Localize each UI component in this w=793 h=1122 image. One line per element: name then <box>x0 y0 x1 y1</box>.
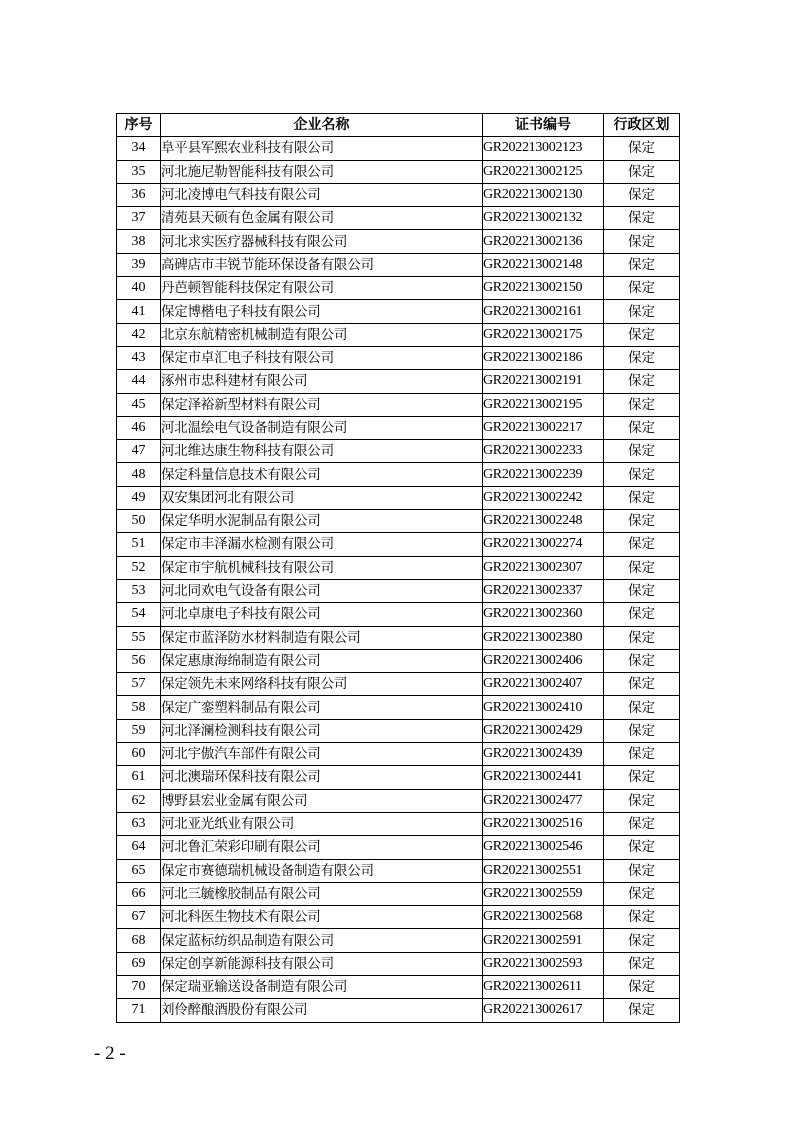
cell-seq: 54 <box>117 603 161 626</box>
cell-seq: 35 <box>117 160 161 183</box>
cell-seq: 34 <box>117 137 161 160</box>
cell-seq: 66 <box>117 882 161 905</box>
table-row <box>117 906 680 929</box>
cell-enterprise-name: 博野县宏业金属有限公司 <box>161 789 483 812</box>
cell-certificate-number: GR202213002148 <box>483 253 604 276</box>
cell-enterprise-name: 保定市赛德瑞机械设备制造有限公司 <box>161 859 483 882</box>
cell-seq: 71 <box>117 999 161 1022</box>
cell-certificate-number: GR202213002611 <box>483 975 604 998</box>
table-row <box>117 836 680 859</box>
cell-region: 保定 <box>604 649 680 672</box>
cell-seq: 51 <box>117 533 161 556</box>
cell-enterprise-name: 河北亚光纸业有限公司 <box>161 812 483 835</box>
cell-seq: 68 <box>117 929 161 952</box>
cell-certificate-number: GR202213002130 <box>483 183 604 206</box>
table-row <box>117 579 680 602</box>
cell-region: 保定 <box>604 579 680 602</box>
cell-region: 保定 <box>604 253 680 276</box>
cell-enterprise-name: 涿州市忠科建材有限公司 <box>161 370 483 393</box>
cell-seq: 65 <box>117 859 161 882</box>
cell-certificate-number: GR202213002360 <box>483 603 604 626</box>
cell-certificate-number: GR202213002136 <box>483 230 604 253</box>
cell-enterprise-name: 河北施尼勒智能科技有限公司 <box>161 160 483 183</box>
table-row <box>117 160 680 183</box>
cell-enterprise-name: 保定领先未来网络科技有限公司 <box>161 673 483 696</box>
cell-certificate-number: GR202213002407 <box>483 673 604 696</box>
cell-seq: 40 <box>117 277 161 300</box>
table-row <box>117 673 680 696</box>
table-row <box>117 346 680 369</box>
cell-seq: 67 <box>117 906 161 929</box>
table-row <box>117 533 680 556</box>
cell-enterprise-name: 保定市蓝泽防水材料制造有限公司 <box>161 626 483 649</box>
cell-enterprise-name: 高碑店市丰锐节能环保设备有限公司 <box>161 253 483 276</box>
table-body <box>117 137 680 1022</box>
cell-region: 保定 <box>604 999 680 1022</box>
cell-enterprise-name: 保定创享新能源科技有限公司 <box>161 952 483 975</box>
cell-certificate-number: GR202213002274 <box>483 533 604 556</box>
cell-region: 保定 <box>604 603 680 626</box>
cell-certificate-number: GR202213002195 <box>483 393 604 416</box>
cell-region: 保定 <box>604 626 680 649</box>
cell-seq: 46 <box>117 416 161 439</box>
cell-certificate-number: GR202213002186 <box>483 346 604 369</box>
cell-seq: 60 <box>117 743 161 766</box>
cell-certificate-number: GR202213002593 <box>483 952 604 975</box>
cell-certificate-number: GR202213002132 <box>483 207 604 230</box>
cell-enterprise-name: 河北求实医疗器械科技有限公司 <box>161 230 483 253</box>
table-row <box>117 649 680 672</box>
table-row <box>117 137 680 160</box>
header-seq: 序号 <box>117 114 161 137</box>
cell-enterprise-name: 保定泽裕新型材料有限公司 <box>161 393 483 416</box>
cell-enterprise-name: 河北科医生物技术有限公司 <box>161 906 483 929</box>
table-row <box>117 626 680 649</box>
cell-certificate-number: GR202213002441 <box>483 766 604 789</box>
cell-certificate-number: GR202213002239 <box>483 463 604 486</box>
cell-seq: 61 <box>117 766 161 789</box>
cell-enterprise-name: 河北三毓橡胶制品有限公司 <box>161 882 483 905</box>
cell-seq: 63 <box>117 812 161 835</box>
cell-certificate-number: GR202213002123 <box>483 137 604 160</box>
cell-region: 保定 <box>604 323 680 346</box>
table-row <box>117 952 680 975</box>
cell-enterprise-name: 河北卓康电子科技有限公司 <box>161 603 483 626</box>
cell-enterprise-name: 北京东航精密机械制造有限公司 <box>161 323 483 346</box>
page-number: - 2 - <box>94 1043 126 1064</box>
table-row <box>117 999 680 1022</box>
cell-enterprise-name: 刘伶醉酿酒股份有限公司 <box>161 999 483 1022</box>
cell-seq: 45 <box>117 393 161 416</box>
cell-certificate-number: GR202213002477 <box>483 789 604 812</box>
cell-region: 保定 <box>604 463 680 486</box>
cell-seq: 69 <box>117 952 161 975</box>
header-name: 企业名称 <box>161 114 483 137</box>
cell-seq: 39 <box>117 253 161 276</box>
table-row <box>117 696 680 719</box>
enterprise-table <box>116 113 680 1023</box>
cell-enterprise-name: 清苑县天硕有色金属有限公司 <box>161 207 483 230</box>
cell-certificate-number: GR202213002568 <box>483 906 604 929</box>
table-row <box>117 486 680 509</box>
cell-region: 保定 <box>604 789 680 812</box>
cell-enterprise-name: 保定广銮塑料制品有限公司 <box>161 696 483 719</box>
cell-region: 保定 <box>604 137 680 160</box>
cell-enterprise-name: 保定惠康海绵制造有限公司 <box>161 649 483 672</box>
cell-region: 保定 <box>604 370 680 393</box>
cell-region: 保定 <box>604 486 680 509</box>
cell-enterprise-name: 丹芭顿智能科技保定有限公司 <box>161 277 483 300</box>
table-row <box>117 510 680 533</box>
table-row <box>117 416 680 439</box>
cell-region: 保定 <box>604 836 680 859</box>
cell-seq: 36 <box>117 183 161 206</box>
cell-region: 保定 <box>604 766 680 789</box>
cell-certificate-number: GR202213002617 <box>483 999 604 1022</box>
table-row <box>117 393 680 416</box>
cell-certificate-number: GR202213002559 <box>483 882 604 905</box>
cell-certificate-number: GR202213002551 <box>483 859 604 882</box>
cell-region: 保定 <box>604 673 680 696</box>
cell-certificate-number: GR202213002248 <box>483 510 604 533</box>
table-row <box>117 556 680 579</box>
cell-enterprise-name: 保定科量信息技术有限公司 <box>161 463 483 486</box>
table-row <box>117 859 680 882</box>
cell-region: 保定 <box>604 743 680 766</box>
cell-certificate-number: GR202213002410 <box>483 696 604 719</box>
cell-certificate-number: GR202213002217 <box>483 416 604 439</box>
cell-enterprise-name: 双安集团河北有限公司 <box>161 486 483 509</box>
cell-certificate-number: GR202213002233 <box>483 440 604 463</box>
cell-certificate-number: GR202213002175 <box>483 323 604 346</box>
cell-seq: 43 <box>117 346 161 369</box>
cell-seq: 53 <box>117 579 161 602</box>
cell-certificate-number: GR202213002429 <box>483 719 604 742</box>
table-row <box>117 766 680 789</box>
table-row <box>117 230 680 253</box>
cell-certificate-number: GR202213002150 <box>483 277 604 300</box>
cell-seq: 47 <box>117 440 161 463</box>
cell-region: 保定 <box>604 952 680 975</box>
cell-enterprise-name: 河北澳瑞环保科技有限公司 <box>161 766 483 789</box>
cell-seq: 52 <box>117 556 161 579</box>
table-row <box>117 603 680 626</box>
cell-enterprise-name: 河北宇傲汽车部件有限公司 <box>161 743 483 766</box>
cell-region: 保定 <box>604 160 680 183</box>
cell-region: 保定 <box>604 416 680 439</box>
cell-enterprise-name: 河北凌博电气科技有限公司 <box>161 183 483 206</box>
cell-certificate-number: GR202213002516 <box>483 812 604 835</box>
cell-seq: 64 <box>117 836 161 859</box>
cell-certificate-number: GR202213002191 <box>483 370 604 393</box>
table-row <box>117 300 680 323</box>
cell-certificate-number: GR202213002380 <box>483 626 604 649</box>
cell-seq: 38 <box>117 230 161 253</box>
cell-enterprise-name: 保定蓝标纺织品制造有限公司 <box>161 929 483 952</box>
cell-certificate-number: GR202213002161 <box>483 300 604 323</box>
cell-seq: 70 <box>117 975 161 998</box>
table-row <box>117 183 680 206</box>
cell-region: 保定 <box>604 929 680 952</box>
header-region: 行政区划 <box>604 114 680 137</box>
table-row <box>117 812 680 835</box>
table-row <box>117 207 680 230</box>
cell-enterprise-name: 河北鲁汇荣彩印刷有限公司 <box>161 836 483 859</box>
cell-certificate-number: GR202213002406 <box>483 649 604 672</box>
cell-seq: 48 <box>117 463 161 486</box>
cell-enterprise-name: 河北温绘电气设备制造有限公司 <box>161 416 483 439</box>
cell-region: 保定 <box>604 696 680 719</box>
cell-enterprise-name: 保定市卓汇电子科技有限公司 <box>161 346 483 369</box>
table-row <box>117 323 680 346</box>
cell-enterprise-name: 河北泽澜检测科技有限公司 <box>161 719 483 742</box>
table-row <box>117 743 680 766</box>
cell-region: 保定 <box>604 393 680 416</box>
cell-enterprise-name: 保定博楷电子科技有限公司 <box>161 300 483 323</box>
cell-region: 保定 <box>604 859 680 882</box>
cell-seq: 49 <box>117 486 161 509</box>
cell-certificate-number: GR202213002125 <box>483 160 604 183</box>
cell-region: 保定 <box>604 719 680 742</box>
cell-region: 保定 <box>604 300 680 323</box>
cell-enterprise-name: 阜平县军熙农业科技有限公司 <box>161 137 483 160</box>
cell-certificate-number: GR202213002337 <box>483 579 604 602</box>
cell-certificate-number: GR202213002439 <box>483 743 604 766</box>
cell-enterprise-name: 保定市宇航机械科技有限公司 <box>161 556 483 579</box>
table-row <box>117 789 680 812</box>
cell-seq: 56 <box>117 649 161 672</box>
cell-enterprise-name: 河北维达康生物科技有限公司 <box>161 440 483 463</box>
header-cert: 证书编号 <box>483 114 604 137</box>
cell-region: 保定 <box>604 556 680 579</box>
cell-seq: 55 <box>117 626 161 649</box>
table-row <box>117 463 680 486</box>
table-row <box>117 975 680 998</box>
cell-region: 保定 <box>604 975 680 998</box>
cell-region: 保定 <box>604 277 680 300</box>
cell-region: 保定 <box>604 230 680 253</box>
cell-certificate-number: GR202213002591 <box>483 929 604 952</box>
cell-enterprise-name: 保定市丰泽漏水检测有限公司 <box>161 533 483 556</box>
cell-certificate-number: GR202213002307 <box>483 556 604 579</box>
table-row <box>117 370 680 393</box>
cell-enterprise-name: 保定华明水泥制品有限公司 <box>161 510 483 533</box>
cell-region: 保定 <box>604 510 680 533</box>
cell-seq: 41 <box>117 300 161 323</box>
cell-region: 保定 <box>604 882 680 905</box>
cell-region: 保定 <box>604 207 680 230</box>
table-row <box>117 277 680 300</box>
table-row <box>117 440 680 463</box>
table-row <box>117 882 680 905</box>
table-row <box>117 253 680 276</box>
table-header-row <box>117 114 680 137</box>
cell-region: 保定 <box>604 440 680 463</box>
cell-enterprise-name: 河北同欢电气设备有限公司 <box>161 579 483 602</box>
cell-region: 保定 <box>604 346 680 369</box>
cell-region: 保定 <box>604 906 680 929</box>
cell-seq: 50 <box>117 510 161 533</box>
cell-certificate-number: GR202213002242 <box>483 486 604 509</box>
cell-seq: 42 <box>117 323 161 346</box>
cell-enterprise-name: 保定瑞亚输送设备制造有限公司 <box>161 975 483 998</box>
cell-certificate-number: GR202213002546 <box>483 836 604 859</box>
table-row <box>117 719 680 742</box>
table-row <box>117 929 680 952</box>
cell-seq: 59 <box>117 719 161 742</box>
cell-seq: 44 <box>117 370 161 393</box>
cell-seq: 57 <box>117 673 161 696</box>
cell-seq: 37 <box>117 207 161 230</box>
cell-seq: 62 <box>117 789 161 812</box>
cell-region: 保定 <box>604 533 680 556</box>
cell-region: 保定 <box>604 183 680 206</box>
cell-region: 保定 <box>604 812 680 835</box>
cell-seq: 58 <box>117 696 161 719</box>
